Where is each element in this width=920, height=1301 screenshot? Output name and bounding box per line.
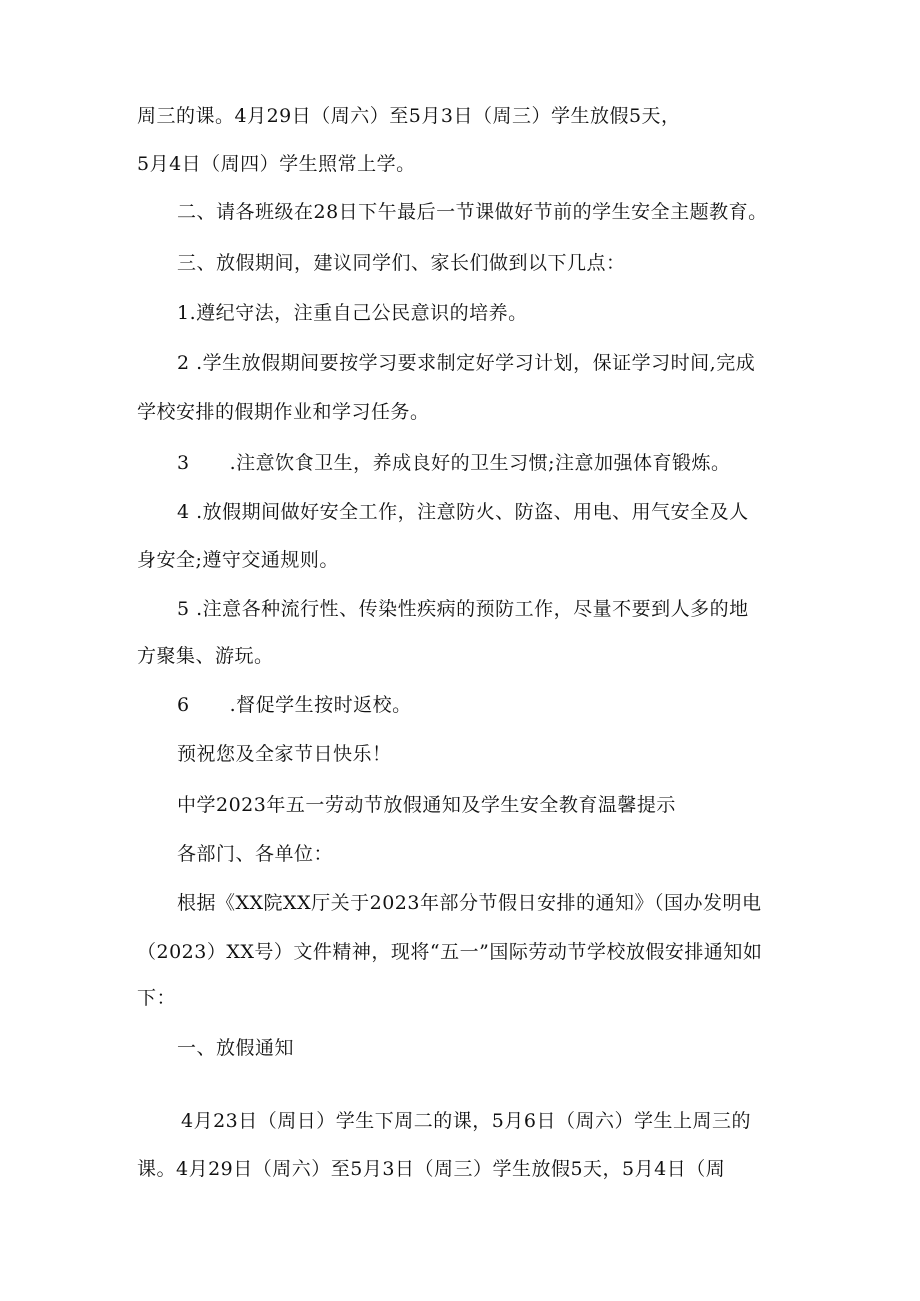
list-item-text: .督促学生按时返校。 [229, 694, 412, 716]
list-item: 4 .放假期间做好安全工作，注意防火、防盗、用电、用气安全及人 [177, 501, 749, 523]
paragraph-line: 周三的课。4月29日（周六）至5月3日（周三）学生放假5天， [137, 105, 681, 127]
list-item-continuation: 方聚集、游玩。 [137, 645, 274, 667]
list-item: 2 .学生放假期间要按学习要求制定好学习计划，保证学习时间,完成 [177, 352, 756, 374]
list-item-number: 6 [177, 694, 190, 716]
section-heading: 三、放假期间，建议同学们、家长们做到以下几点： [177, 252, 626, 274]
list-item [177, 450, 731, 476]
list-item-continuation: 学校安排的假期作业和学习任务。 [137, 401, 430, 423]
list-item-continuation: 身安全;遵守交通规则。 [137, 549, 339, 571]
list-item [177, 692, 412, 718]
paragraph-line: 根据《XX院XX厅关于2023年部分节假日安排的通知》（国办发明电 [177, 892, 762, 914]
section-heading: 一、放假通知 [177, 1037, 295, 1059]
salutation: 各部门、各单位： [177, 843, 334, 865]
document-title: 中学2023年五一劳动节放假通知及学生安全教育温馨提示 [177, 794, 676, 816]
paragraph-line: 课。4月29日（周六）至5月3日（周三）学生放假5天，5月4日（周 [137, 1158, 726, 1180]
paragraph-line: 4月23日（周日）学生下周二的课，5月6日（周六）学生上周三的 [181, 1110, 751, 1132]
paragraph-line: （2023）XX号）文件精神，现将“五一”国际劳动节学校放假安排通知如 [137, 941, 763, 963]
paragraph-line: 5月4日（周四）学生照常上学。 [137, 153, 416, 175]
list-item-number: 3 [177, 452, 190, 474]
list-item: 5 .注意各种流行性、传染性疾病的预防工作，尽量不要到人多的地 [177, 598, 749, 620]
closing-wish: 预祝您及全家节日快乐！ [177, 743, 392, 765]
list-item-text: .注意饮食卫生，养成良好的卫生习惯;注意加强体育锻炼。 [229, 452, 731, 474]
section-heading: 二、请各班级在28日下午最后一节课做好节前的学生安全主题教育。 [177, 201, 768, 223]
paragraph-line: 下： [137, 987, 177, 1009]
list-item: 1.遵纪守法，注重自己公民意识的培养。 [177, 302, 528, 324]
